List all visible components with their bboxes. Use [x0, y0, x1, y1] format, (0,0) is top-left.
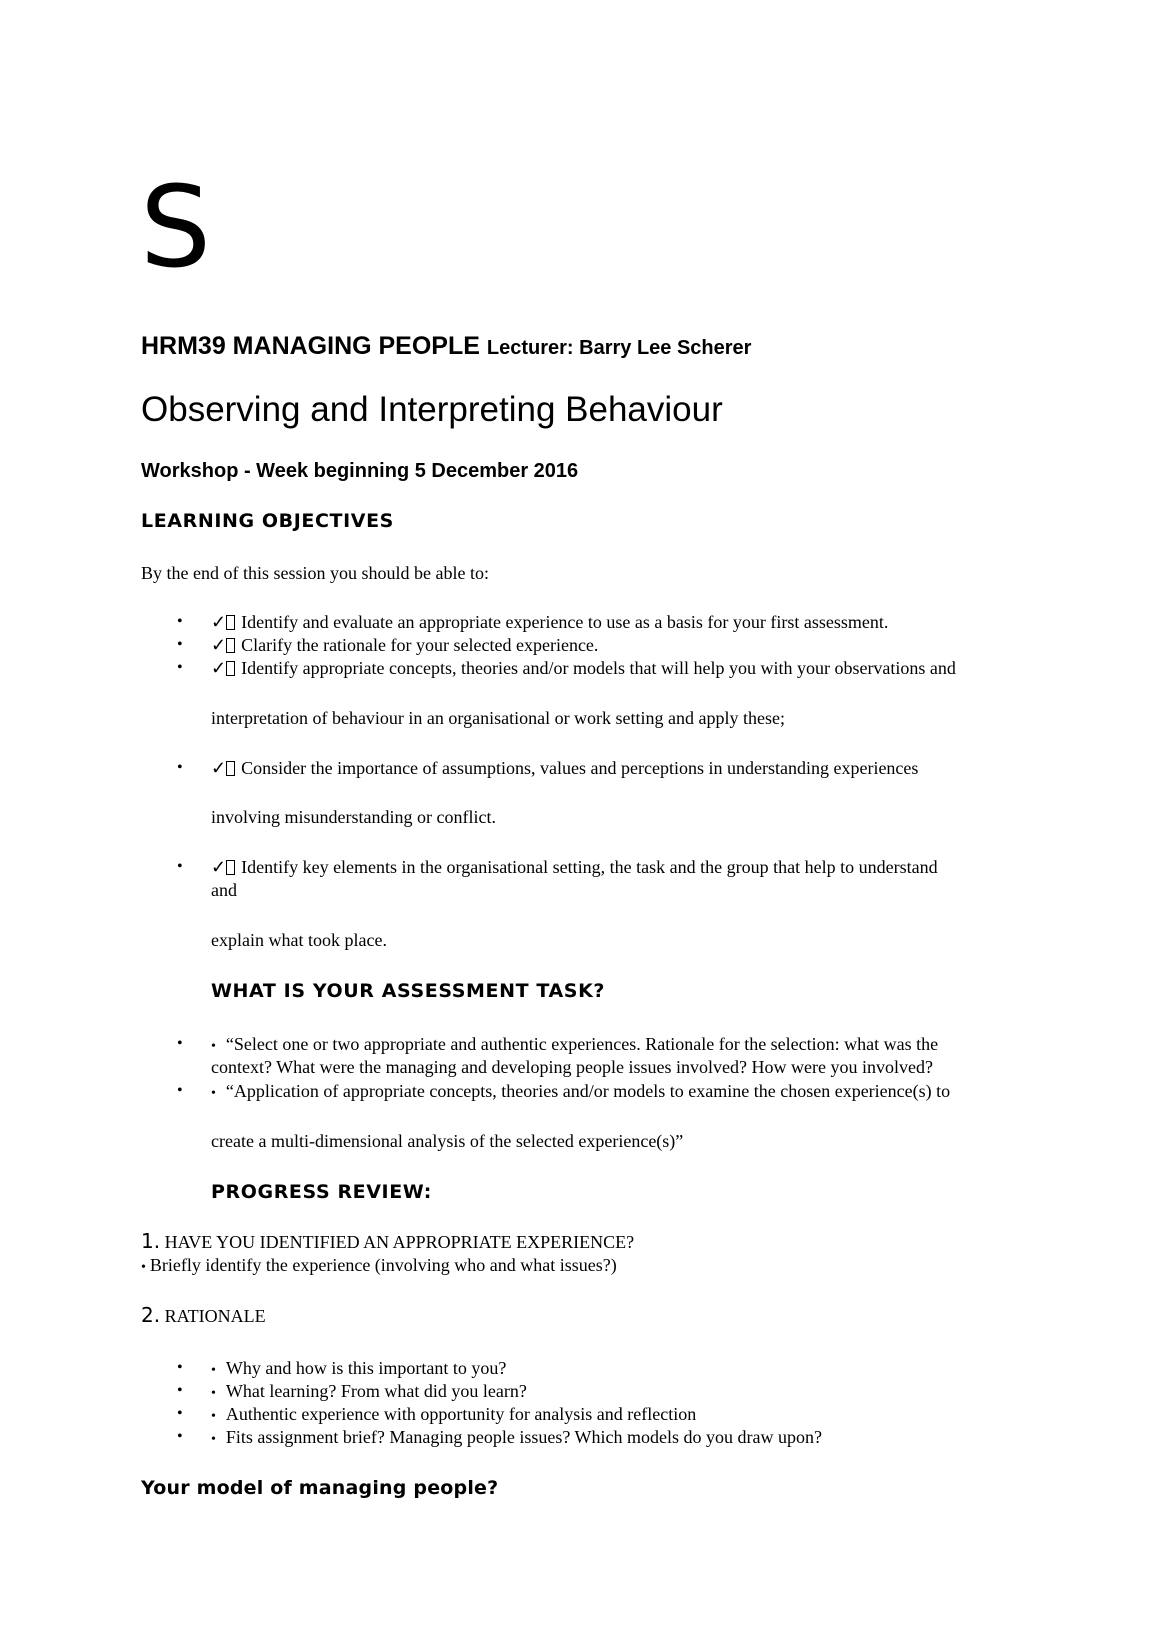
- bullet-icon: •: [177, 1382, 183, 1399]
- bullet-icon: •: [177, 613, 183, 630]
- course-header: [141, 330, 751, 364]
- objectives-heading: LEARNING OBJECTIVES: [141, 510, 394, 532]
- objective-continuation: explain what took place.: [211, 930, 387, 950]
- assessment-item: • “Select one or two appropriate and authentic experiences. Rationale for the selection: what was the: [211, 1033, 938, 1058]
- checkbox-icon: [226, 661, 235, 676]
- objective-item: ✓ Identify key elements in the organisational setting, the task and the group that help to understand: [211, 857, 938, 877]
- bullet-icon: •: [177, 1405, 183, 1422]
- question-2: [141, 1304, 266, 1327]
- checkbox-icon: [226, 615, 235, 630]
- rationale-item: • What learning? From what did you learn?: [211, 1380, 527, 1405]
- bullet-icon: •: [177, 636, 183, 653]
- objective-item: ✓ Clarify the rationale for your selected experience.: [211, 635, 599, 655]
- assessment-item: • “Application of appropriate concepts, theories and/or models to examine the chosen experience(s) to: [211, 1080, 950, 1105]
- objectives-intro: By the end of this session you should be able to:: [141, 563, 489, 583]
- rationale-item: • Authentic experience with opportunity for analysis and reflection: [211, 1403, 696, 1428]
- course-title: HRM39 MANAGING PEOPLE: [141, 332, 480, 360]
- rationale-item: • Why and how is this important to you?: [211, 1357, 506, 1382]
- workshop-date: Workshop - Week beginning 5 December 2016: [141, 460, 579, 482]
- checkbox-icon: [226, 761, 235, 776]
- assessment-heading: WHAT IS YOUR ASSESSMENT TASK?: [211, 980, 606, 1002]
- checkmark-icon: ✓: [211, 612, 227, 632]
- question-number: 1.: [141, 1229, 161, 1253]
- bullet-icon: •: [211, 1363, 216, 1378]
- rationale-item: • Fits assignment brief? Managing people issues? Which models do you draw upon?: [211, 1426, 822, 1451]
- bullet-icon: •: [211, 1386, 216, 1401]
- bullet-icon: •: [177, 1359, 183, 1376]
- bullet-icon: •: [211, 1086, 216, 1101]
- model-heading: Your model of managing people?: [141, 1477, 499, 1499]
- question-text: RATIONALE: [164, 1306, 266, 1326]
- question-1: [141, 1230, 634, 1253]
- bullet-icon: •: [177, 759, 183, 776]
- checkmark-icon: ✓: [211, 635, 227, 655]
- bullet-icon: •: [177, 1428, 183, 1445]
- progress-heading: PROGRESS REVIEW:: [211, 1181, 432, 1203]
- bullet-icon: •: [211, 1432, 216, 1447]
- checkmark-icon: ✓: [211, 857, 227, 877]
- lecturer-name: Lecturer: Barry Lee Scherer: [486, 337, 752, 359]
- bullet-icon: •: [211, 1039, 216, 1054]
- drop-cap: S: [140, 163, 212, 293]
- bullet-icon: •: [211, 1409, 216, 1424]
- objective-continuation: interpretation of behaviour in an organisational or work setting and apply these;: [211, 708, 786, 728]
- checkbox-icon: [226, 860, 235, 875]
- checkbox-icon: [226, 638, 235, 653]
- bullet-icon: •: [141, 1260, 146, 1275]
- question-1-sub: • Briefly identify the experience (involving who and what issues?): [141, 1255, 617, 1275]
- objective-item: ✓ Consider the importance of assumptions, values and perceptions in understanding experiences: [211, 758, 919, 778]
- checkmark-icon: ✓: [211, 658, 227, 678]
- objective-item: ✓ Identify and evaluate an appropriate experience to use as a basis for your first assessment.: [211, 612, 889, 632]
- page-title: Observing and Interpreting Behaviour: [141, 390, 723, 429]
- assessment-continuation: create a multi-dimensional analysis of the selected experience(s)”: [211, 1131, 684, 1151]
- question-text: HAVE YOU IDENTIFIED AN APPROPRIATE EXPERIENCE?: [164, 1232, 635, 1252]
- checkmark-icon: ✓: [211, 758, 227, 778]
- assessment-wrap: context? What were the managing and developing people issues involved? How were you involved?: [211, 1057, 933, 1077]
- objective-continuation: involving misunderstanding or conflict.: [211, 807, 496, 827]
- objective-wrap: and: [211, 880, 237, 900]
- bullet-icon: •: [177, 1082, 183, 1099]
- bullet-icon: •: [177, 659, 183, 676]
- bullet-icon: •: [177, 1035, 183, 1052]
- objective-item: ✓ Identify appropriate concepts, theories and/or models that will help you with your observations and: [211, 658, 956, 678]
- bullet-icon: •: [177, 858, 183, 875]
- question-number: 2.: [141, 1303, 161, 1327]
